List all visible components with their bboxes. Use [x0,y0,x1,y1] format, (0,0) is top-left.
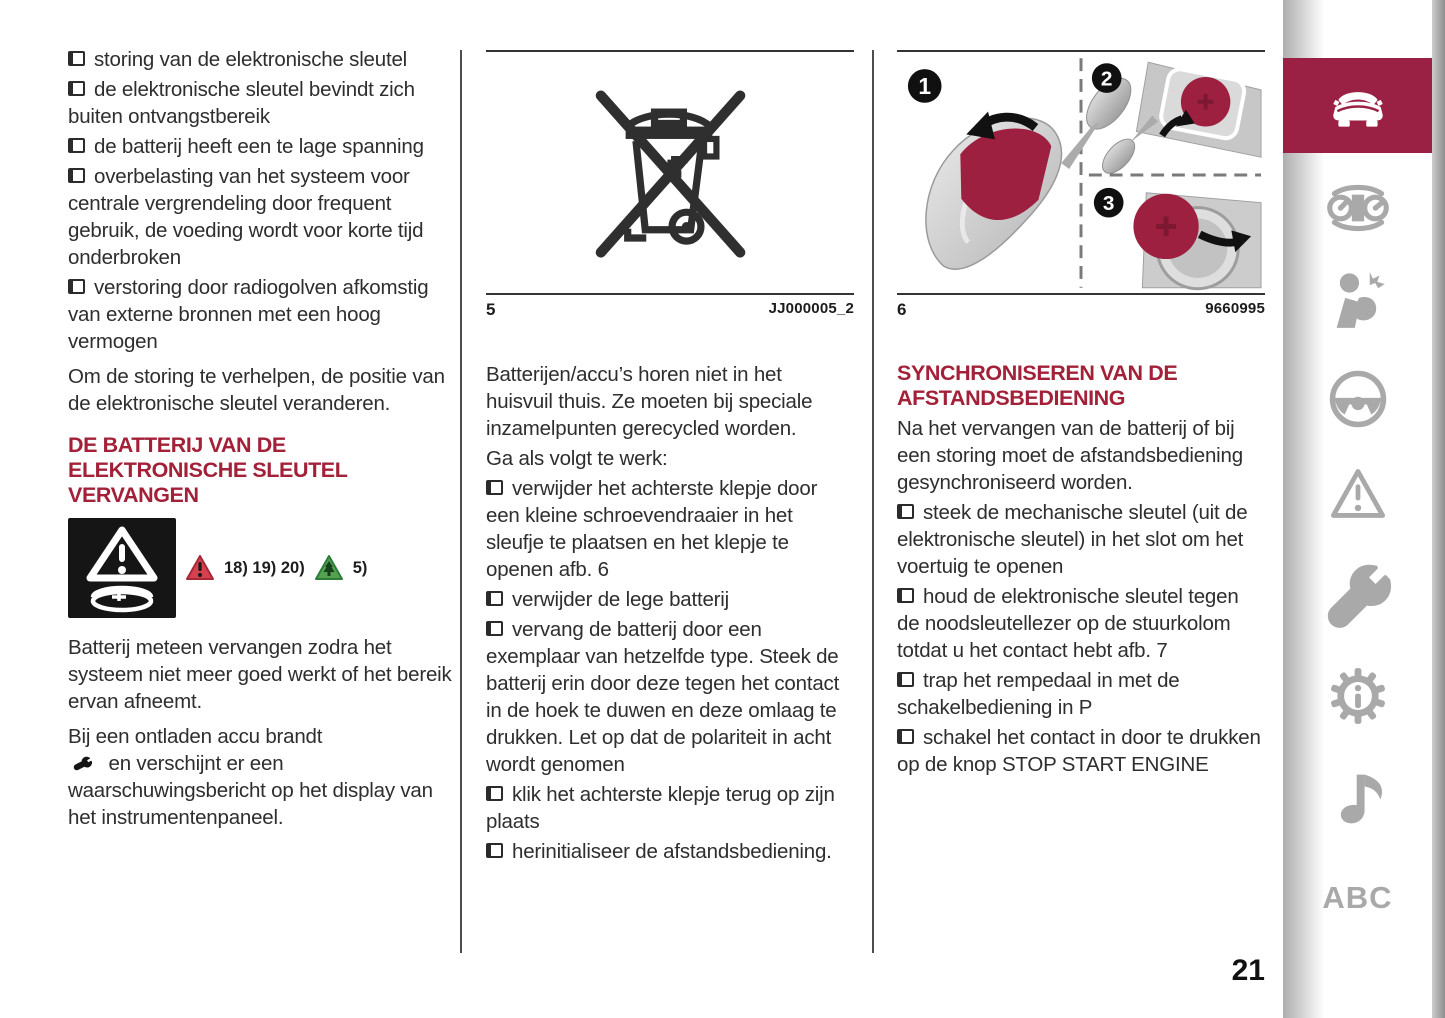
section-heading: DE BATTERIJ VAN DE ELEKTRONISCHE SLEUTEL VERVANGEN [68,433,348,507]
page-right-edge [1432,0,1445,1018]
bullet-text: houd de elektronische sleutel tegen de noodsleutellezer op de stuurkolom totdat u het contact hebt afb. 7 [897,585,1239,662]
paragraph: Na het vervangen van de batterij of bij een storing moet de afstandsbediening gesynchroniseerd worden. [897,417,1243,494]
bullet-item [486,838,854,865]
paragraph-text: en verschijnt er een waarschuwingsbericht op het display van het instrumentenpaneel. [68,752,433,829]
bullet-text: trap het rempedaal in met de schakelbediening in P [897,669,1180,719]
square-bullet-icon [486,621,503,636]
bullet-text: de elektronische sleutel bevindt zich buiten ontvangstbereik [68,78,415,128]
bullet-text: verstoring door radiogolven afkomstig van externe bronnen met een hoog vermogen [68,276,429,353]
sidebar-tab-index: ABC [1322,880,1393,915]
square-bullet-icon [897,504,914,519]
square-bullet-icon [68,51,85,66]
paragraph: Batterij meteen vervangen zodra het systeem niet meer goed werkt of het bereik ervan afneemt. [68,636,452,713]
paragraph: Ga als volgt te werk: [486,447,668,470]
airbag-person-icon [1328,268,1388,330]
bullet-item [486,475,854,583]
bullet-text: overbelasting van het systeem voor centrale vergrendeling door frequent gebruik, de voeding wordt voor korte tijd onderbroken [68,165,424,269]
figure-6-key-battery-replacement [897,50,1265,295]
square-bullet-icon [486,480,503,495]
figure-number: 6 [897,300,907,319]
bullet-text: verwijder de lege batterij [512,588,729,611]
wrench-telltale-icon [68,752,98,769]
bullet-item [897,667,1265,721]
bullet-text: steek de mechanische sleutel (uit de elektronische sleutel) in het slot om het voertuig te openen [897,501,1248,578]
gear-info-icon [1324,662,1392,730]
bullet-text: verwijder het achterste klepje door een kleine schroevendraaier in het sleufje te plaatsen en het klepje te openen afb. 6 [486,477,818,581]
bullet-text: vervang de batterij door een exemplaar van hetzelfde type. Steek de batterij erin door deze tegen het contact in de hoek te duwen en deze omlaag te drukken. Let op dat de polariteit in acht wordt genomen [486,618,840,776]
car-front-icon [1325,83,1391,129]
sidebar-tab-maintenance [1301,562,1414,628]
figure-number: 5 [486,300,496,319]
middle-column [486,50,854,868]
sidebar-tab-multimedia [1301,764,1414,830]
bullet-item [68,76,464,130]
bullet-text: herinitialiseer de afstandsbediening. [512,840,832,863]
bullet-item [68,133,464,160]
figure-code: 9660995 [1205,300,1265,317]
panel-3-extract-battery [1133,192,1261,288]
bullet-item [897,724,1265,778]
sidebar-tab-instrument-panel [1301,182,1414,234]
bullet-item [68,274,464,355]
square-bullet-icon [486,843,503,858]
wrench-icon [1325,562,1391,628]
bullet-item [897,583,1265,664]
warning-triangle-icon [1328,466,1388,522]
square-bullet-icon [897,672,914,687]
bullet-item [68,163,464,271]
bullet-item [897,499,1265,580]
bullet-text: klik het achterste klepje terug op zijn plaats [486,783,835,833]
bullet-item [486,616,854,778]
page-number: 21 [1231,954,1265,987]
sidebar-tab-technical-data [1301,662,1414,730]
square-bullet-icon [897,729,914,744]
square-bullet-icon [897,588,914,603]
right-column-text [897,361,1265,778]
steering-wheel-icon [1327,368,1389,430]
svg-text:1: 1 [918,72,932,99]
battery-warning-pictogram [68,518,176,618]
paragraph-with-wrench [68,723,464,831]
dashboard-gauges-icon [1321,182,1395,234]
bullet-text: schakel het contact in door te drukken op de knop STOP START ENGINE [897,726,1261,776]
square-bullet-icon [68,138,85,153]
square-bullet-icon [68,279,85,294]
square-bullet-icon [68,81,85,96]
middle-column-text [486,361,854,865]
sidebar-tab-vehicle-active [1283,58,1432,153]
section-heading: SYNCHRONISEREN VAN DE AFSTANDSBEDIENING [897,361,1178,410]
music-note-icon [1329,764,1387,830]
column-divider [872,50,874,953]
square-bullet-icon [486,591,503,606]
crossed-out-wheelie-bin-icon [572,75,768,271]
bullet-item [486,781,854,835]
bullet-text: de batterij heeft een te lage spanning [94,135,424,158]
bullet-text: storing van de elektronische sleutel [94,48,408,71]
figure-6-caption [897,295,1265,339]
right-column [897,50,1265,781]
warning-icon-row [68,518,464,618]
warning-triangle-icon [185,554,215,582]
sidebar-tab-emergency [1301,466,1414,522]
sidebar-tab-starting-driving [1301,368,1414,430]
svg-text:2: 2 [1100,66,1113,90]
environment-triangle-icon [314,554,344,582]
figure-code: JJ000005_2 [768,300,854,317]
square-bullet-icon [486,786,503,801]
paragraph-text: Bij een ontladen accu brandt [68,725,323,748]
svg-text:3: 3 [1102,191,1115,215]
figure-5-caption [486,295,854,339]
paragraph: Om de storing te verhelpen, de positie van de elektronische sleutel veranderen. [68,365,445,415]
paragraph: Batterijen/accu’s horen niet in het huisvuil thuis. Ze moeten bij speciale inzamelpunten gerecycled worden. [486,363,813,440]
key-fob-battery-illustration [899,54,1263,292]
sidebar-tab-safety [1301,268,1414,330]
warning-note-refs: 18) 19) 20) [224,558,305,577]
environment-note-ref: 5) [352,558,368,577]
figure-5-crossed-out-bin [486,50,854,295]
square-bullet-icon [68,168,85,183]
bullet-item [486,586,854,613]
bullet-item [68,46,464,73]
left-column [68,46,464,834]
